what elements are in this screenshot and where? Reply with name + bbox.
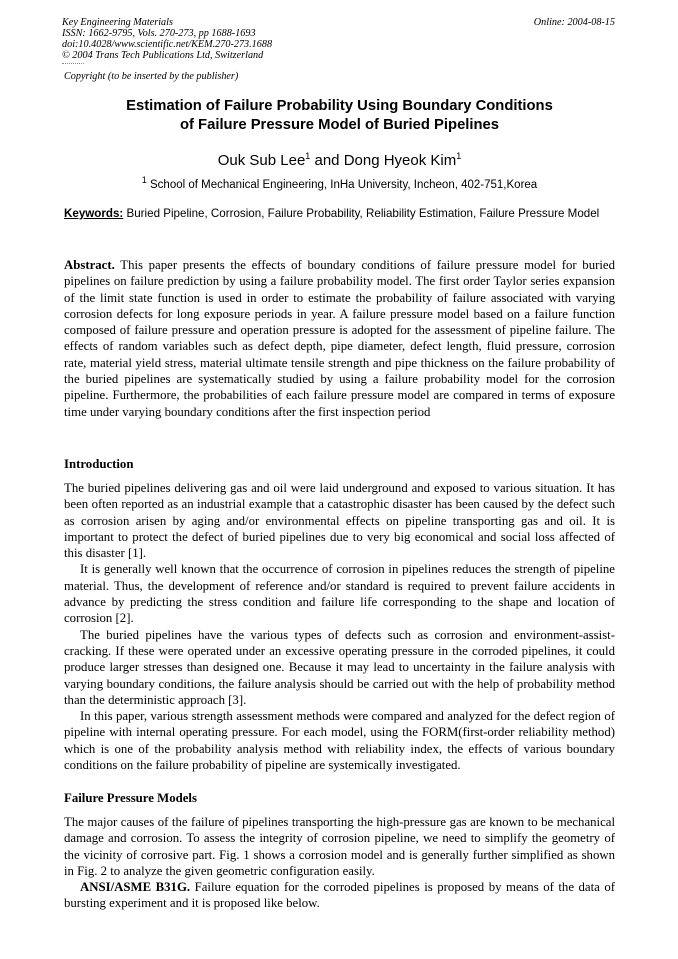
author-list <box>64 146 615 171</box>
author-name: Dong Hyeok Kim <box>343 152 457 169</box>
failure-models-section <box>64 814 615 912</box>
paragraph <box>64 879 615 912</box>
paper-title <box>64 97 615 135</box>
introduction-section <box>64 480 615 773</box>
paragraph: The buried pipelines have the various types of defects such as corrosion and environment-assist-cracking. If these were operated under an excessive operating pressure in the corroded pipelines, it could produce larger stresses than designed one. Because it may lead to uncertainty in the failure analysis with varying boundary conditions, the failure analysis should be carried out with the help of probability method than the deterministic approach [3]. <box>64 627 615 707</box>
paragraph: The buried pipelines delivering gas and oil were laid underground and exposed to various situation. It has been often reported as an industrial example that a catastrophic disaster has been caused by the defect such as corrosion arisen by aging and/or environmental effects on pipeline transporting gas and oil. It is important to protect the defect of buried pipelines due to very big economical and social loss affected of this disaster [1]. <box>64 481 615 561</box>
affiliation <box>64 171 615 194</box>
paragraph: The major causes of the failure of pipelines transporting the high-pressure gas are known to be mechanical damage and corrosion. To assess the integrity of corrosion pipeline, we need to simplify the geometry of the vicinity of corrosive part. Fig. 1 shows a corrosion model and is generally further simplified as shown in Fig. 2 to analyze the given geometric configuration easily. <box>64 815 615 878</box>
abstract-block <box>64 257 615 420</box>
abstract-label: Abstract. <box>64 258 115 272</box>
journal-name: Key Engineering Materials <box>62 17 173 28</box>
paragraph: In this paper, various strength assessment methods were compared and analyzed for the defect region of pipeline with internal operating pressure. For each model, using the FORM(first-order reliability method) which is one of the probability analysis method with reliability index, the effects of various boundary conditions on the failure probability of pipeline are systemically investigated. <box>64 709 615 773</box>
affiliation-text: School of Mechanical Engineering, InHa University, Incheon, 402-751,Korea <box>146 178 538 191</box>
publisher-line: © 2004 Trans Tech Publications Ltd, Switzerland <box>62 50 264 61</box>
failure-models-heading: Failure Pressure Models <box>64 791 197 805</box>
author-connector: and <box>310 152 344 169</box>
affiliation-marker: 1 <box>141 175 147 185</box>
title-line-2: of Failure Pressure Model of Buried Pipelines <box>179 117 500 133</box>
b31g-label: ANSI/ASME B31G. <box>80 880 191 895</box>
b31g-text: Failure equation for the corroded pipelines is proposed by means of the data of bursting experiment and it is proposed like below. <box>64 880 615 911</box>
affiliation-marker: 1 <box>305 151 311 161</box>
copyright-note: Copyright (to be inserted by the publisher) <box>64 71 239 82</box>
online-date: Online: 2004-08-15 <box>533 17 615 28</box>
header-divider <box>62 63 84 64</box>
abstract-text: This paper presents the effects of boundary conditions of failure pressure model for buried pipelines on failure prediction by using a failure probability model. The first order Taylor series expansion of the limit state function is used in order to estimate the probability of failure associated with varying corrosion defects for long exposure periods in year. A failure pressure model based on a failure function composed of failure pressure and operation pressure is adopted for the assessment of pipeline failure. The effects of random variables such as defect depth, pipe diameter, defect length, fluid pressure, corrosion rate, material yield stress, material ultimate tensile strength and pipe thickness on the failure probability of the buried pipelines are systematically studied by using a failure probability model for the corrosion pipeline. Furthermore, the probabilities of each failure pressure model are compared in terms of exposure time under varying boundary conditions after the first inspection period <box>64 258 615 419</box>
title-line-1: Estimation of Failure Probability Using Boundary Conditions <box>126 98 553 114</box>
paragraph: It is generally well known that the occurrence of corrosion in pipelines reduces the strength of pipeline material. Thus, the development of reference and/or standard is required to prevent failure accidents in advance by predicting the stress condition and failure life corresponding to the shape and location of corrosion [2]. <box>64 562 615 626</box>
author-name: Ouk Sub Lee <box>217 152 306 169</box>
introduction-heading: Introduction <box>64 457 134 471</box>
doi-line: doi:10.4028/www.scientific.net/KEM.270-273.1688 <box>62 39 273 50</box>
journal-header <box>62 17 362 61</box>
keywords-text: Buried Pipeline, Corrosion, Failure Probability, Reliability Estimation, Failure Pressure Model <box>123 207 600 220</box>
keywords-block <box>64 206 615 223</box>
affiliation-marker: 1 <box>456 151 462 161</box>
issn-line: ISSN: 1662-9795, Vols. 270-273, pp 1688-1693 <box>62 28 256 39</box>
keywords-label: Keywords: <box>64 207 124 220</box>
